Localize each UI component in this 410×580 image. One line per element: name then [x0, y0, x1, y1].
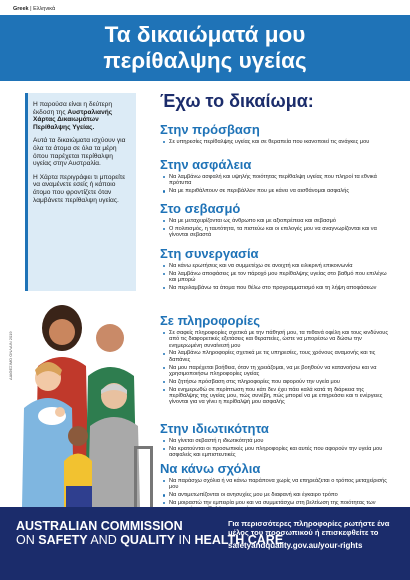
commission-logo: AUSTRALIAN COMMISSION ON SAFETY AND QUALITY IN HEALTH CARE	[16, 519, 284, 547]
list-item: Να με περιθάλπουν σε περιβάλλον που με κάνει να αισθάνομαι ασφαλής	[163, 188, 393, 194]
list-item: Να μοιραστώ την εμπειρία μου και να συμμετάσχω στη βελτίωση της ποιότητας των	[163, 500, 393, 513]
language-tag: Greek | Ελληνικά	[13, 6, 56, 12]
list-item: Να ενημερωθώ σε περίπτωση που κάτι δεν έχει πάει καλά κατά τη διάρκεια της περίθαλψης της υγείας μου, πώς συνέβη, πώς μπορεί να με επηρεάσει και τι ενέργειες γίνονται για να γίνει η περίθαλψή μου ασφαλής	[163, 387, 393, 406]
rights-heading: Έχω το δικαίωμα:	[160, 91, 314, 111]
list-item: Να λαμβάνω αποφάσεις με τον πάροχό μου περίθαλψης υγείας στο βαθμό που επιλέγω και μπορώ	[163, 271, 393, 284]
section-privacy-title: Στην ιδιωτικότητα	[160, 421, 269, 436]
section-partnership-list	[163, 263, 393, 293]
section-privacy-list	[163, 438, 393, 460]
section-safety-list	[163, 174, 393, 196]
list-item: Να μου παρέχεται βοήθεια, όταν τη χρειάζομαι, να με βοηθούν να κατανοήσω και να χρησιμοποιήσω πληροφορίες υγείας	[163, 365, 393, 378]
list-item: Να κάνω ερωτήσεις και να συμμετέχω σε ανοιχτή και ειλικρινή επικοινωνία	[163, 263, 393, 269]
section-respect-list	[163, 218, 393, 240]
section-feedback-title: Να κάνω σχόλια	[160, 461, 261, 476]
list-item: Σε υπηρεσίες περίθαλψης υγείας και σε θεραπεία που ικανοποιεί τις ανάγκες μου	[163, 139, 393, 145]
footer-url-link[interactable]: safetyandquality.gov.au/your-rights	[228, 541, 363, 550]
list-item: Να κρατούνται οι προσωπικές μου πληροφορίες και αυτές που αφορούν την υγεία μου ασφαλείς και εμπιστευτικές	[163, 446, 393, 459]
section-information-title: Σε πληροφορίες	[160, 313, 261, 328]
list-item: Να με μεταχειρίζονται ως άνθρωπο και με αξιοπρέπεια και σεβασμό	[163, 218, 393, 224]
section-access-title: Στην πρόσβαση	[160, 122, 260, 137]
section-respect-title: Στο σεβασμό	[160, 201, 241, 216]
list-item: Να αντιμετωπίζονται οι ανησυχίες μου με διαφανή και έγκαιρο τρόπο	[163, 492, 393, 498]
list-item: Ο πολιτισμός, η ταυτότητα, τα πιστεύω και οι επιλογές μου να αναγνωρίζονται και να γίνονται σεβαστά	[163, 226, 393, 239]
language-name: Ελληνικά	[33, 6, 56, 12]
list-item: Να παράσχω σχόλια ή να κάνω παράπονα χωρίς να επηρεάζεται ο τρόπος μεταχείρισής μου	[163, 478, 393, 491]
section-safety-title: Στην ασφάλεια	[160, 157, 252, 172]
list-item: Να λαμβάνω ασφαλή και υψηλής ποιότητας περίθαλψη υγείας που πληροί τα εθνικά πρότυπα	[163, 174, 393, 187]
footer-info-text: Για περισσότερες πληροφορίες ρωτήστε ένα μέλος του προσωπικού ή επισκεφθείτε το	[228, 519, 390, 537]
list-item: Να ζητήσω πρόσβαση στις πληροφορίες που αφορούν την υγεία μου	[163, 379, 393, 385]
list-item: Να γίνεται σεβαστή η ιδιωτικότητά μου	[163, 438, 393, 444]
intro-paragraph-2: Αυτά τα δικαιώματα ισχύουν για όλα τα άτομα σε όλα τα μέρη όπου παρέχεται περίθαλψη υγείας στην Αυστραλία.	[33, 137, 126, 168]
title-line-1: Τα δικαιώματά μου	[104, 22, 306, 47]
language-code: Greek	[13, 6, 29, 12]
intro-paragraph-3: Η Χάρτα περιγράφει τι μπορείτε να αναμένετε εσείς ή κάποιο άτομο που φροντίζετε όταν λαμβάνετε περίθαλψη υγείας.	[33, 173, 126, 204]
list-item: Σε σαφείς πληροφορίες σχετικά με την πάθησή μου, τα πιθανά οφέλη και τους κινδύνους από τις διαφορετικές εξετάσεις και θεραπείες, ώστε να μπορέσω να δώσω την ενημερωμένη συναίνεσή μου	[163, 330, 393, 349]
section-access-list	[163, 139, 393, 147]
people-illustration	[10, 296, 160, 507]
intro-accent-bar	[25, 93, 28, 291]
title-line-2: περίθαλψης υγείας	[103, 48, 307, 73]
page-title	[0, 22, 410, 74]
section-information-list	[163, 330, 393, 407]
side-note: ΔΙΑΘΕΣΙΜΟ ΟΝΛΑΙΝ 2019	[8, 331, 13, 380]
intro-paragraph-1: Η παρούσα είναι η δεύτερη έκδοση της Αυστραλιανής Χάρτας Δικαιωμάτων Περίθαλψης Υγείας.	[33, 101, 113, 131]
list-item: Να περιλαμβάνω τα άτομα που θέλω στο προγραμματισμό και τη λήψη αποφάσεων	[163, 285, 393, 291]
section-partnership-title: Στη συνεργασία	[160, 246, 259, 261]
list-item: Να λαμβάνω πληροφορίες σχετικά με τις υπηρεσίες, τους χρόνους αναμονής και τις δαπάνες	[163, 350, 393, 363]
intro-box	[25, 93, 136, 291]
